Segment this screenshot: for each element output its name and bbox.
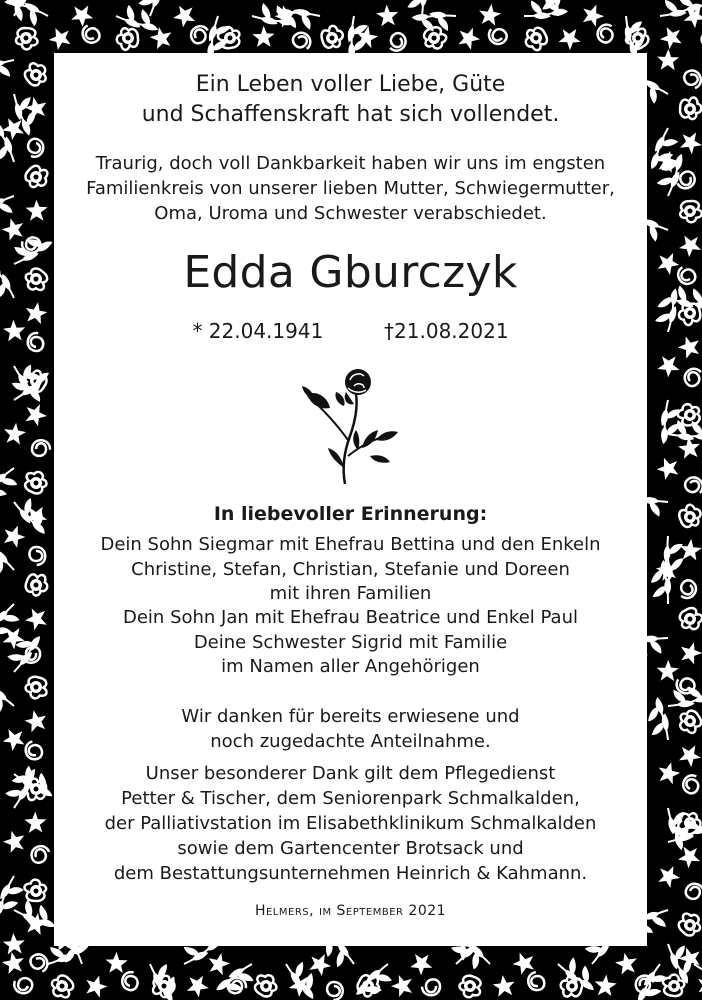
swirl-motif	[682, 68, 702, 90]
star-motif	[23, 300, 49, 325]
star-motif	[614, 952, 638, 977]
swirl-motif	[676, 578, 700, 602]
star-motif	[653, 658, 683, 688]
star-motif	[249, 23, 279, 53]
star-motif	[24, 607, 48, 631]
thanks-line-5: der Palliativstation im Elisabethklinikum Schmalkalden	[104, 813, 597, 834]
bloom-motif	[676, 197, 702, 226]
star-motif	[492, 974, 516, 998]
star-motif	[83, 972, 110, 999]
swirl-motif	[675, 264, 698, 288]
spray-motif	[6, 0, 48, 27]
header-line-2: und Schaffenskraft hat sich vollendet.	[141, 102, 560, 127]
bloom-motif	[25, 472, 47, 494]
header-line-1: Ein Leben voller Liebe, Güte	[195, 72, 506, 97]
thanks-line-7: dem Bestattungsunternehmen Heinrich & Kahmann.	[113, 863, 588, 884]
thanks-line-2: noch zugedachte Anteilnahme.	[210, 731, 491, 752]
swirl-motif	[29, 547, 46, 566]
star-motif	[675, 230, 702, 259]
star-motif	[375, 2, 403, 30]
swirl-motif	[680, 772, 702, 795]
memory-line-2: Christine, Stefan, Christian, Stefanie und Doreen	[131, 559, 570, 580]
memory-line-5: Deine Schwester Sigrid mit Familie	[193, 632, 508, 653]
life-dates	[54, 319, 647, 343]
star-motif	[594, 973, 619, 999]
bloom-motif	[23, 267, 49, 293]
thanks-line-3: Unser besonderer Dank gilt dem Pflegedienst	[145, 763, 556, 784]
star-motif	[555, 23, 585, 53]
notice-card	[54, 53, 647, 946]
thanks-line-4: Petter & Tischer, dem Seniorenpark Schmalkalden,	[121, 788, 580, 809]
bloom-motif	[48, 973, 75, 1000]
thanks-line-1: Wir danken für bereits erwiesene und	[181, 706, 520, 727]
memory-line-1: Dein Sohn Siegmar mit Ehefrau Bettina und den Enkeln	[100, 534, 601, 555]
intro-line-2: Familienkreis von unserer lieben Mutter, Schwiegermutter,	[86, 178, 615, 199]
swirl-motif	[12, 975, 34, 996]
spray-motif	[0, 256, 27, 307]
star-motif	[675, 129, 702, 158]
swirl-motif	[28, 951, 50, 974]
star-motif	[23, 809, 50, 837]
bloom-motif	[676, 911, 702, 938]
memory-line-3: mit ihren Familien	[269, 583, 432, 604]
star-motif	[22, 197, 49, 224]
star-motif	[694, 973, 702, 1000]
star-motif	[0, 949, 30, 979]
bloom-motif	[317, 23, 347, 53]
star-motif	[652, 860, 682, 890]
star-motif	[675, 638, 702, 668]
bloom-motif	[459, 975, 482, 998]
star-motif	[186, 973, 211, 999]
deceased-name: Edda Gburczyk	[183, 247, 518, 298]
star-motif	[2, 729, 27, 753]
star-motif	[171, 3, 196, 28]
star-motif	[653, 759, 683, 789]
birth-date: * 22.04.1941	[192, 319, 324, 343]
swirl-motif	[485, 24, 509, 48]
star-motif	[0, 419, 28, 448]
star-motif	[45, 23, 74, 51]
spray-motif	[0, 458, 23, 509]
swirl-motif	[422, 979, 441, 996]
spray-motif	[0, 535, 21, 580]
bloom-motif	[676, 95, 702, 123]
star-motif	[658, 24, 687, 53]
swirl-motif	[527, 971, 545, 991]
place-and-date: Helmers, im September 2021	[254, 903, 447, 919]
star-motif	[0, 522, 28, 549]
star-motif	[25, 403, 48, 427]
bloom-motif	[521, 23, 551, 53]
spray-motif	[134, 0, 173, 17]
swirl-motif	[681, 365, 702, 389]
swirl-motif	[290, 29, 314, 53]
star-motif	[2, 932, 25, 954]
swirl-motif	[684, 881, 702, 902]
swirl-motif	[385, 30, 409, 54]
star-motif	[654, 454, 682, 482]
star-motif	[655, 252, 680, 277]
intro-line-1: Traurig, doch voll Dankbarkeit haben wir uns im engsten	[95, 153, 606, 174]
thanks-line-6: sowie dem Gartencenter Brotsack und	[177, 838, 524, 859]
swirl-motif	[327, 982, 344, 1000]
swirl-motif	[682, 474, 702, 498]
star-motif	[675, 332, 702, 362]
intro-line-3: Oma, Uroma und Schwester verabschiedet.	[154, 203, 547, 224]
bloom-motif	[675, 707, 702, 736]
bloom-motif	[22, 60, 50, 88]
star-motif	[657, 49, 680, 71]
swirl-motif	[25, 137, 46, 159]
rose-illustration	[298, 364, 408, 486]
swirl-motif	[26, 332, 44, 352]
spray-motif	[0, 42, 21, 94]
spray-motif	[0, 876, 24, 917]
memory-line-4: Dein Sohn Jan mit Ehefrau Beatrice und Enkel Paul	[123, 607, 578, 628]
memory-heading: In liebevoller Erinnerung:	[213, 503, 488, 525]
death-date: †21.08.2021	[384, 319, 509, 343]
swirl-motif	[29, 844, 51, 865]
bloom-motif	[675, 604, 702, 634]
swirl-motif	[188, 23, 212, 46]
swirl-motif	[594, 21, 617, 45]
bloom-motif	[23, 163, 50, 190]
star-motif	[452, 22, 482, 52]
swirl-motif	[32, 440, 51, 457]
star-motif	[0, 215, 29, 245]
swirl-motif	[24, 740, 44, 761]
bloom-motif	[113, 24, 142, 53]
bloom-motif	[25, 573, 48, 596]
swirl-motif	[120, 970, 140, 991]
star-motif	[70, 5, 93, 27]
bloom-motif	[12, 24, 40, 52]
star-motif	[676, 740, 702, 769]
bloom-motif	[24, 675, 49, 700]
bloom-motif	[254, 974, 278, 998]
bloom-motif	[675, 501, 702, 531]
spray-motif	[0, 676, 18, 716]
bloom-motif	[22, 877, 50, 905]
star-motif	[0, 318, 29, 347]
star-motif	[476, 2, 505, 31]
memory-line-6: im Namen aller Angehörigen	[221, 656, 480, 677]
star-motif	[409, 950, 436, 978]
star-motif	[3, 831, 25, 854]
star-motif	[23, 708, 49, 733]
star-motif	[391, 975, 412, 997]
star-motif	[654, 353, 680, 380]
